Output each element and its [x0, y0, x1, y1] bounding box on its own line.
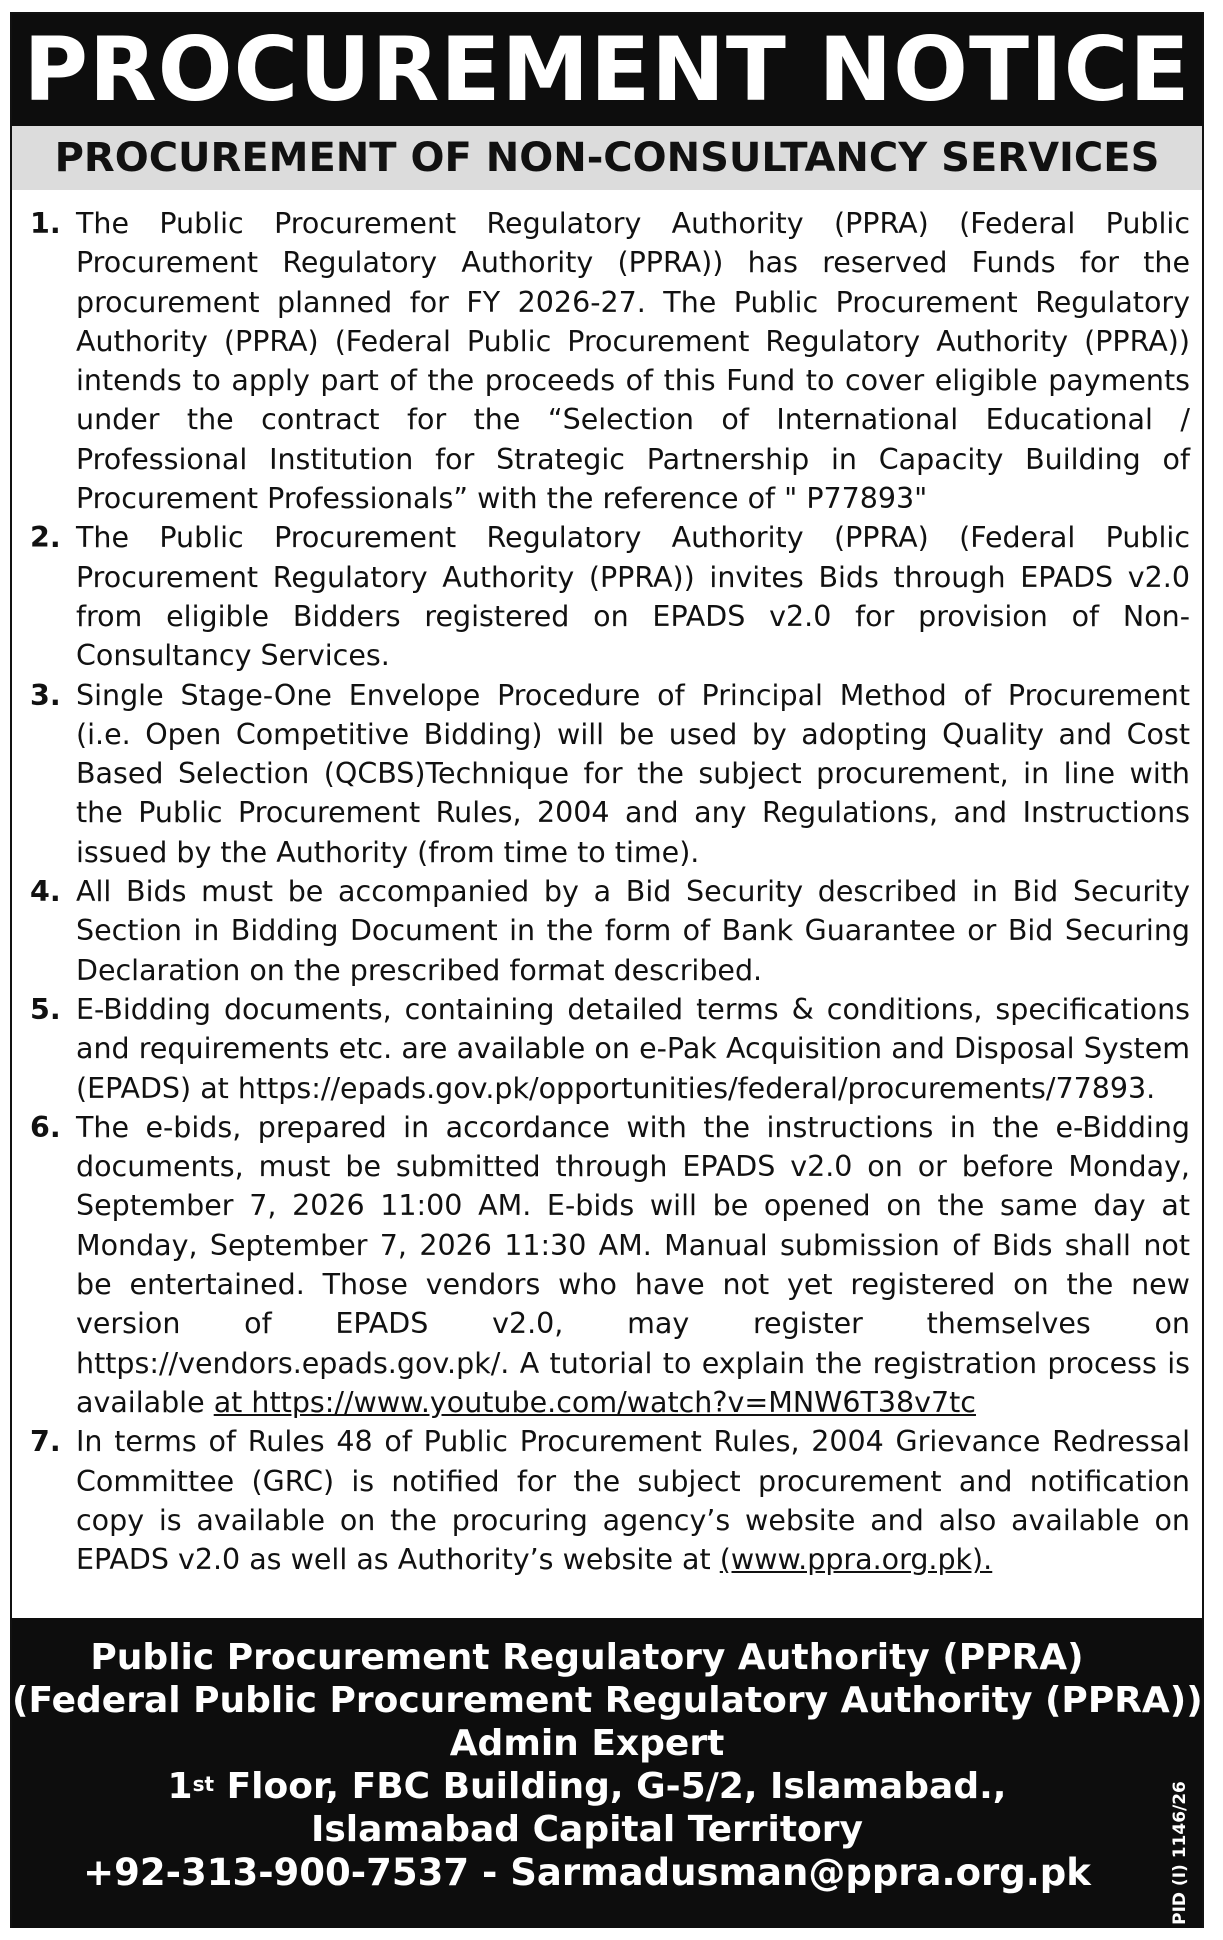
floor-ordinal: st: [192, 1772, 215, 1796]
item-text: E-Bidding documents, containing detailed terms & conditions, specifications and requirements etc. are available on e-Pak Acquisition and Disposal System (EPADS) at https://epads.gov.pk/opportunities/federal/procurements/77893.: [76, 992, 1190, 1105]
youtube-tutorial-link[interactable]: at https://www.youtube.com/watch?v=MNW6T38v7tc: [213, 1385, 976, 1419]
notice-frame: [10, 12, 1217, 1928]
item-body: The e-bids, prepared in accordance with the instructions in the e-Bidding documents, must be submitted through EPADS v2.0 on or before Monday, September 7, 2026 11:00 AM. E-bids will be opened on the same day at Monday, September 7, 2026 11:30 AM. Manual submission of Bids shall not be entertained. Those vendors who have not yet registered on the new version of EPADS v2.0, may register themselves on https://vendors.epads.gov.pk/. A tutorial to explain the registration process is available: [76, 1110, 1190, 1419]
notice-item-2: [30, 518, 1190, 675]
notice-subtitle: PROCUREMENT OF NON-CONSULTANCY SERVICES: [54, 135, 1160, 181]
authority-full-name: (Federal Public Procurement Regulatory Authority (PPRA)),: [12, 1680, 1217, 1721]
item-number: 1.: [30, 207, 61, 240]
item-text: [76, 1422, 1190, 1579]
item-number: 7.: [30, 1425, 61, 1459]
pid-text: PID (I) 1146/26: [1170, 1781, 1190, 1925]
address-line: [12, 1765, 1162, 1808]
item-text: The Public Procurement Regulatory Authority (PPRA) (Federal Public Procurement Regulatory Authority (PPRA)) invites Bids through EPADS v2.0 from eligible Bidders registered on EPADS v2.0 for provision of Non-Consultancy Services.: [76, 521, 1190, 673]
authority-name: Public Procurement Regulatory Authority (PPRA): [90, 1637, 1084, 1678]
notice-title: PROCUREMENT NOTICE: [23, 18, 1191, 121]
item-number: 6.: [30, 1110, 61, 1144]
notice-item-1: [30, 204, 1190, 518]
item-number: 5.: [30, 992, 61, 1026]
territory-line: Islamabad Capital Territory: [310, 1809, 864, 1850]
item-number: 3.: [30, 678, 61, 712]
notice-item-6: [30, 1108, 1190, 1422]
item-body: In terms of Rules 48 of Public Procurement Rules, 2004 Grievance Redressal Committee (GRC) is notified for the subject procurement and notification copy is available on the procuring agency’s website and also available on EPADS v2.0 as well as Authority’s website at: [76, 1425, 1190, 1577]
item-text: Single Stage-One Envelope Procedure of Principal Method of Procurement (i.e. Open Competitive Bidding) will be used by adopting Quality and Cost Based Selection (QCBS)Technique for the subject procurement, in line with the Public Procurement Rules, 2004 and any Regulations, and Instructions issued by the Authority (from time to time).: [76, 678, 1190, 869]
item-number: 2.: [30, 521, 61, 555]
contact-designation: Admin Expert: [449, 1723, 725, 1764]
pid-label: [1168, 1781, 1192, 1925]
item-number: 4.: [30, 875, 61, 909]
item-text: [76, 1108, 1190, 1422]
notice-items: [30, 204, 1190, 1579]
phone-email-line: +92-313-900-7537 - Sarmadusman@ppra.org.pk: [83, 1851, 1091, 1894]
address-rest: Floor, FBC Building, G-5/2, Islamabad.,: [214, 1766, 1007, 1807]
notice-item-3: [30, 676, 1190, 872]
item-text: All Bids must be accompanied by a Bid Security described in Bid Security Section in Bidding Document in the form of Bank Guarantee or Bid Securing Declaration on the prescribed format described.: [76, 875, 1190, 987]
notice-item-7: [30, 1422, 1190, 1579]
notice-item-4: [30, 872, 1190, 990]
contact-footer: [12, 1618, 1217, 1928]
ppra-website-link[interactable]: (www.ppra.org.pk).: [719, 1543, 993, 1577]
floor-number: 1: [167, 1766, 193, 1807]
item-text: The Public Procurement Regulatory Authority (PPRA) (Federal Public Procurement Regulatory Authority (PPRA)) has reserved Funds for the procurement planned for FY 2026-27. The Public Procurement Regulatory Authority (PPRA) (Federal Public Procurement Regulatory Authority (PPRA)) intends to apply part of the proceeds of this Fund to cover eligible payments under the contract for the “Selection of International Educational / Professional Institution for Strategic Partnership in Capacity Building of Procurement Professionals” with the reference of " P77893": [76, 207, 1190, 516]
notice-item-5: [30, 990, 1190, 1108]
notice-header: [12, 14, 1202, 126]
notice-subheader: [12, 126, 1202, 190]
